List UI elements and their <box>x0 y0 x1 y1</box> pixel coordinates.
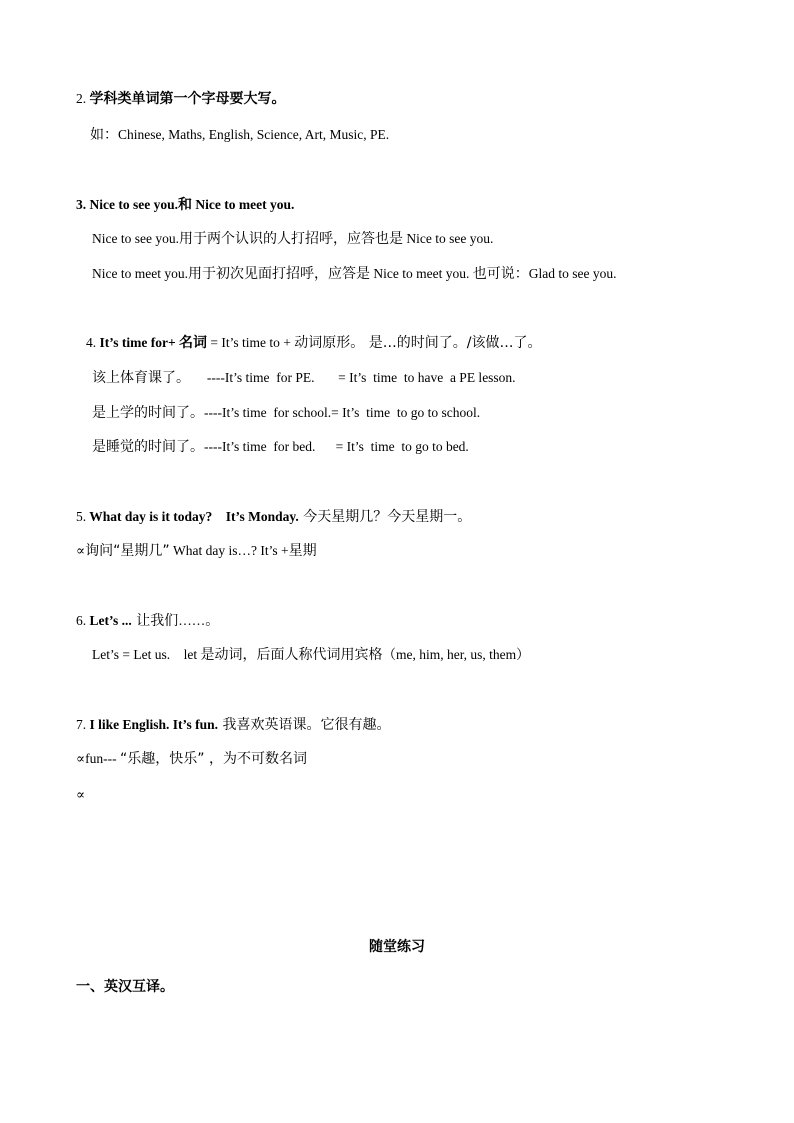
note-7-sub <box>76 750 307 768</box>
note-number: 7. <box>76 717 87 732</box>
phrase-en: Nice to meet you. <box>92 266 188 281</box>
phrase-en: Nice to see you. <box>92 231 179 246</box>
phrase-en-3: Glad to see you. <box>528 266 617 281</box>
note-4-example-3 <box>92 438 469 456</box>
note-number: 3. <box>76 197 87 212</box>
title-bold: It’s time for+ <box>96 335 180 350</box>
practice-section-1: 一、英汉互译。 <box>76 979 174 995</box>
sub-zh: “乐趣，快乐” ，为不可数名词 <box>120 751 307 767</box>
title-zh: 我喜欢英语课。它很有趣。 <box>218 717 391 733</box>
proportional-mark-icon: ∝ <box>76 787 86 802</box>
note-6-line <box>92 646 530 664</box>
note-7-mark <box>76 786 85 804</box>
title-dots: …… <box>178 613 206 628</box>
note-title: 学科类单词第一个字母要大写。 <box>89 91 286 107</box>
note-number: 6. <box>76 613 87 628</box>
title-verb: 动词原形。 <box>294 335 365 351</box>
title-and: 和 <box>177 197 192 213</box>
title-zh: 今天星期几？今天星期一。 <box>298 509 472 525</box>
example-en: ----It’s time for bed. = It’s time to go to bed. <box>204 439 469 454</box>
sub-zh-1: 询问“星期几” <box>85 543 170 559</box>
title-en-1: Nice to see you. <box>89 197 178 212</box>
note-3-heading <box>76 196 294 214</box>
title-noun: 名词 <box>179 335 208 351</box>
proportional-mark-icon: ∝ <box>76 751 86 766</box>
note-4-heading <box>86 334 541 352</box>
sub-en: fun--- <box>85 751 120 766</box>
practice-heading: 随堂练习 <box>369 939 425 955</box>
example-text: Chinese, Maths, English, Science, Art, Music, PE. <box>118 127 390 142</box>
title-en-2: Nice to meet you. <box>191 197 295 212</box>
example-prefix: 如： <box>90 127 118 143</box>
note-number: 4. <box>86 335 97 350</box>
note-4-example-2 <box>92 404 480 422</box>
title-end: 。 <box>205 613 220 629</box>
line-en: Let’s = Let us. let <box>92 647 201 662</box>
title-meaning: 是…的时间了。/该做…了。 <box>364 335 542 351</box>
title-zh: 让我们 <box>131 613 179 629</box>
note-5-heading <box>76 508 471 526</box>
note-6-heading <box>76 612 219 630</box>
proportional-mark-icon: ∝ <box>76 543 86 558</box>
phrase-zh: 用于两个认识的人打招呼，应答也是 <box>178 231 403 247</box>
example-zh: 该上体育课了。 <box>92 370 190 386</box>
phrase-zh: 用于初次见面打招呼，应答是 <box>187 266 370 282</box>
example-en: ----It’s time for PE. = It’s time to have a PE lesson. <box>190 370 516 385</box>
note-number: 2. <box>76 91 87 106</box>
title-eq: = It’s time to + <box>207 335 295 350</box>
title-bold: I like English. It’s fun. <box>86 717 219 732</box>
title-bold: What day is it today? It’s Monday. <box>86 509 299 524</box>
note-7-heading <box>76 716 391 734</box>
line-zh: 是动词，后面人称代词用宾格 <box>200 647 383 663</box>
phrase-en-2: Nice to see you. <box>402 231 494 246</box>
sub-en: What day is…? It’s + <box>169 543 289 558</box>
note-2-heading <box>76 90 286 108</box>
note-3-line-2 <box>92 265 616 283</box>
phrase-zh-2: 也可说： <box>472 266 529 282</box>
note-3-line-1 <box>92 230 493 248</box>
line-en-2: （me, him, her, us, them） <box>382 647 530 662</box>
sub-zh-2: 星期 <box>288 543 317 559</box>
phrase-en-2: Nice to meet you. <box>369 266 473 281</box>
note-4-example-1 <box>92 369 516 387</box>
note-5-sub <box>76 542 317 560</box>
example-zh: 是上学的时间了。 <box>92 405 204 421</box>
example-en: ----It’s time for school.= It’s time to go to school. <box>204 405 481 420</box>
example-zh: 是睡觉的时间了。 <box>92 439 204 455</box>
note-2-example <box>90 126 389 144</box>
title-bold: Let’s ... <box>86 613 132 628</box>
note-number: 5. <box>76 509 87 524</box>
